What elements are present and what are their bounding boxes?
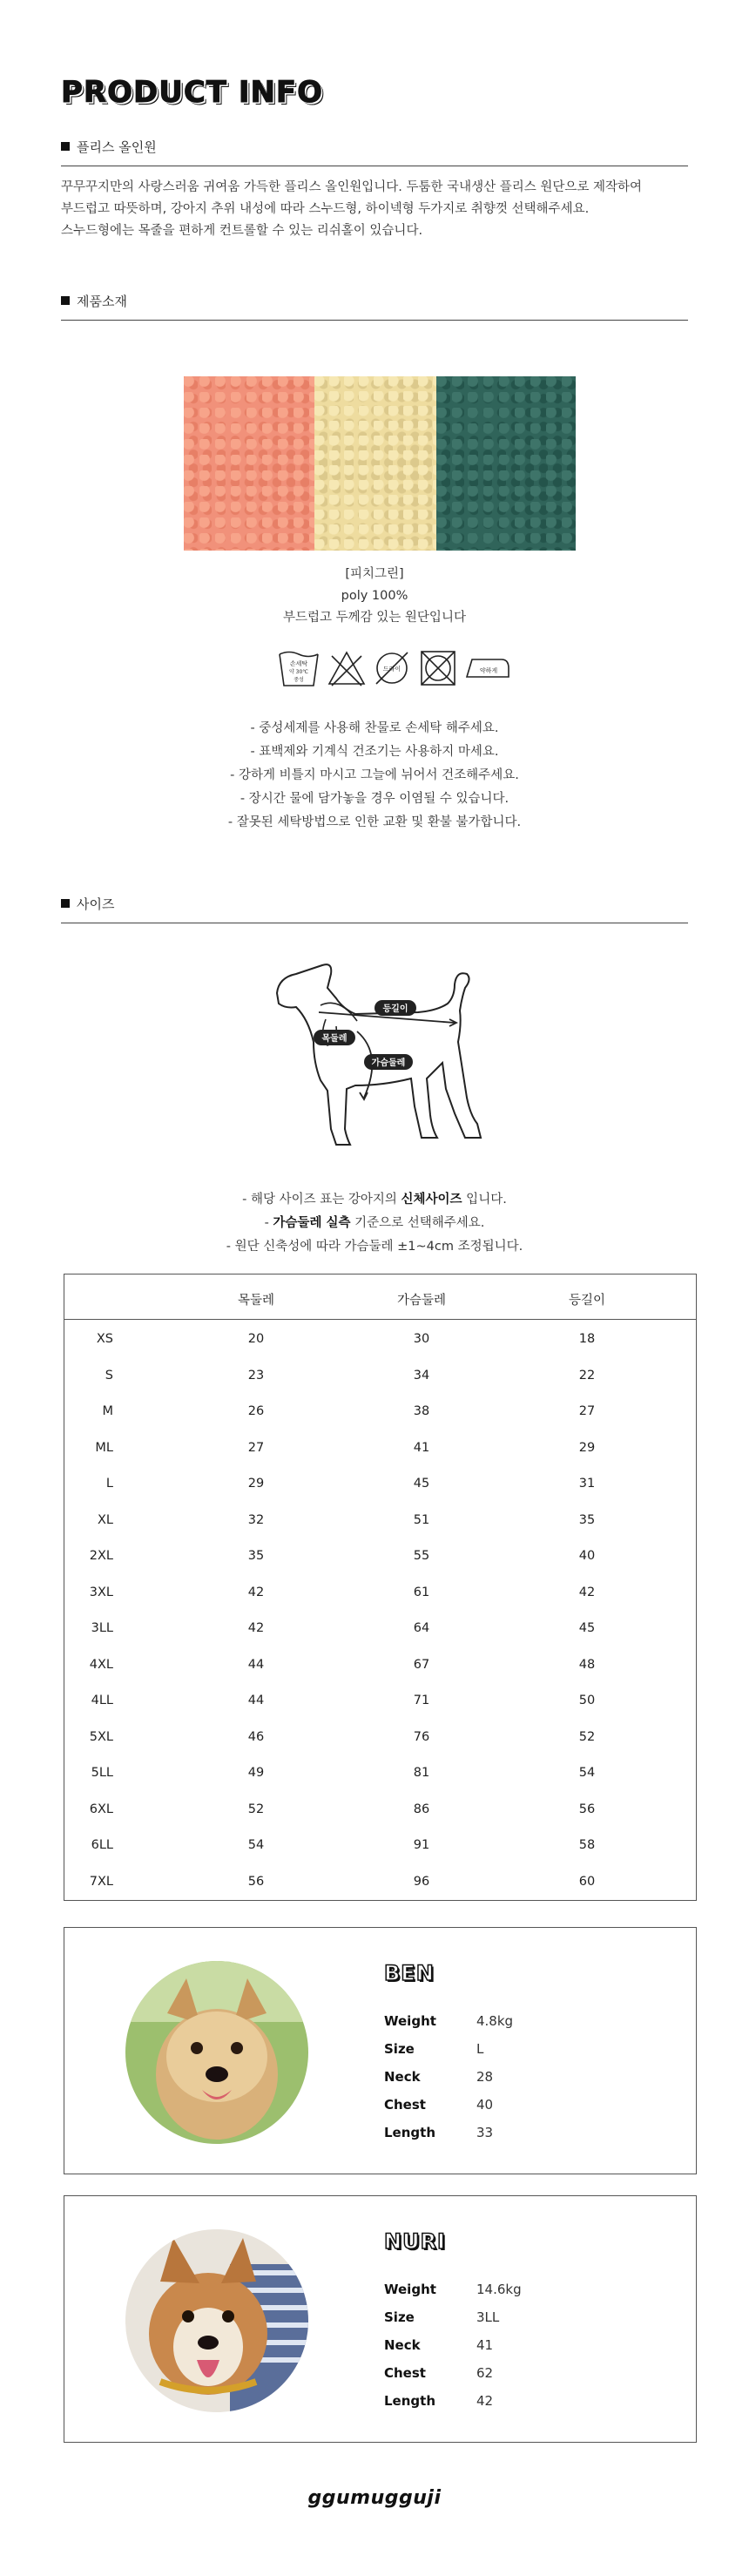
square-bullet-icon — [61, 142, 70, 151]
stat-value: L — [476, 2041, 484, 2057]
table-cell: 31 — [578, 1477, 596, 1491]
square-bullet-icon — [61, 899, 70, 908]
dog-name: NURI — [384, 2229, 446, 2254]
table-cell: 76 — [413, 1729, 430, 1744]
stat-value: 14.6kg — [476, 2282, 522, 2297]
table-header — [64, 1274, 696, 1320]
care-text: 드라이 — [382, 666, 401, 673]
care-notes — [0, 717, 749, 835]
table-cell: 60 — [578, 1874, 596, 1889]
size-note: - 원단 신축성에 따라 가슴둘레 ±1~4cm 조정됩니다. — [226, 1240, 523, 1254]
table-cell: 30 — [413, 1332, 430, 1346]
brand-logo: ggumugguji — [307, 2487, 442, 2509]
size-cell: XS — [96, 1332, 113, 1346]
table-cell: 81 — [413, 1766, 430, 1780]
table-cell: 54 — [578, 1766, 596, 1780]
stat-value: 42 — [476, 2393, 494, 2409]
table-cell: 29 — [578, 1440, 596, 1455]
model-card-ben — [64, 1927, 697, 2174]
section-label: 제품소재 — [77, 293, 127, 309]
table-cell: 35 — [247, 1549, 265, 1563]
table-cell: 41 — [413, 1440, 430, 1455]
size-note: - 해당 사이즈 표는 강아지의 신체사이즈 입니다. — [242, 1193, 507, 1207]
square-bullet-icon — [61, 296, 70, 305]
header-back: 등길이 — [568, 1294, 606, 1308]
table-cell: 40 — [578, 1549, 596, 1563]
stat-value: 33 — [476, 2125, 494, 2140]
no-bleach-icon — [327, 649, 367, 687]
material-info — [0, 564, 749, 629]
fabric-swatch-image — [184, 376, 576, 551]
stat-label: Chest — [384, 2097, 426, 2113]
stat-value: 28 — [476, 2069, 494, 2085]
care-text: 중성 — [294, 677, 304, 683]
care-note: - 강하게 비틀지 마시고 그늘에 뉘어서 건조해주세요. — [230, 768, 519, 782]
section-label: 사이즈 — [77, 896, 115, 912]
table-cell: 52 — [247, 1802, 265, 1816]
stat-label: Size — [384, 2309, 415, 2325]
size-cell: 3XL — [89, 1585, 113, 1599]
dog-name: BEN — [384, 1961, 435, 1985]
size-cell: 6LL — [91, 1838, 113, 1852]
care-note: - 잘못된 세탁방법으로 인한 교환 및 환불 불가합니다. — [227, 815, 522, 829]
color-name: [피치그린] — [345, 567, 404, 581]
table-cell: 67 — [413, 1657, 430, 1672]
table-cell: 86 — [413, 1802, 430, 1816]
table-cell: 22 — [578, 1368, 596, 1383]
table-cell: 46 — [247, 1729, 265, 1744]
stat-label: Weight — [384, 2282, 436, 2297]
table-cell: 23 — [247, 1368, 265, 1383]
neck-label: 목둘레 — [321, 1034, 348, 1044]
size-cell: S — [105, 1368, 113, 1383]
care-note: - 중성세제를 사용해 찬물로 손세탁 해주세요. — [250, 721, 499, 735]
table-cell: 26 — [247, 1404, 265, 1418]
table-cell: 35 — [578, 1512, 596, 1527]
size-cell: 6XL — [89, 1802, 113, 1816]
header-neck: 목둘레 — [237, 1294, 275, 1308]
table-cell: 51 — [413, 1512, 430, 1527]
care-note: - 장시간 물에 담가놓을 경우 이염될 수 있습니다. — [240, 792, 509, 806]
dog-photo-ben — [125, 1961, 308, 2144]
table-cell: 64 — [413, 1621, 430, 1635]
stat-value: 40 — [476, 2097, 494, 2113]
table-cell: 61 — [413, 1585, 430, 1599]
care-note: - 표백제와 기계식 건조기는 사용하지 마세요. — [250, 745, 499, 759]
size-cell: 5LL — [91, 1766, 113, 1780]
size-cell: ML — [95, 1440, 113, 1455]
section-header-size — [61, 895, 688, 923]
stat-value: 3LL — [476, 2309, 500, 2325]
size-cell: 3LL — [91, 1621, 113, 1635]
header-chest: 가슴둘레 — [396, 1294, 447, 1308]
stat-label: Size — [384, 2041, 415, 2057]
fabric-cream — [314, 376, 436, 551]
table-cell: 42 — [247, 1621, 265, 1635]
page-title: PRODUCT INFO — [61, 75, 324, 110]
material-composition: poly 100% — [341, 589, 408, 603]
description-line: 꾸무꾸지만의 사랑스러움 귀여움 가득한 플리스 올인원입니다. 두툼한 국내생산 플리스 원단으로 제작하여 — [61, 180, 643, 194]
stat-label: Neck — [384, 2337, 421, 2353]
table-cell: 32 — [247, 1512, 265, 1527]
back-length-label: 등길이 — [382, 1004, 408, 1014]
fabric-green — [436, 376, 576, 551]
stat-label: Length — [384, 2125, 435, 2140]
table-cell: 50 — [578, 1694, 596, 1707]
model-card-nuri — [64, 2195, 697, 2443]
stat-label: Length — [384, 2393, 435, 2409]
size-cell: 7XL — [89, 1874, 113, 1889]
size-cell: M — [102, 1404, 113, 1418]
divider — [61, 320, 688, 321]
table-cell: 20 — [247, 1332, 265, 1346]
size-cell: 4LL — [91, 1694, 113, 1707]
care-text: 손세탁 — [289, 660, 308, 667]
table-cell: 52 — [578, 1729, 596, 1744]
no-tumble-dry-icon — [418, 648, 458, 688]
table-cell: 56 — [578, 1802, 596, 1816]
size-cell: 5XL — [89, 1729, 113, 1744]
table-cell: 71 — [413, 1694, 430, 1707]
handwash-icon — [277, 647, 321, 689]
table-cell: 34 — [413, 1368, 430, 1383]
care-icons — [277, 646, 512, 690]
size-cell: L — [105, 1477, 113, 1491]
stat-value: 62 — [476, 2365, 494, 2381]
size-table — [64, 1274, 697, 1901]
fabric-peach — [184, 376, 314, 551]
table-cell: 54 — [247, 1838, 265, 1852]
section-label: 플리스 올인원 — [77, 139, 157, 155]
size-cell: 2XL — [89, 1549, 113, 1563]
table-cell: 45 — [578, 1621, 596, 1635]
stat-value: 4.8kg — [476, 2013, 514, 2029]
table-cell: 44 — [247, 1657, 265, 1672]
table-cell: 48 — [578, 1657, 596, 1672]
table-cell: 96 — [413, 1874, 430, 1889]
table-cell: 56 — [247, 1874, 265, 1889]
stat-label: Chest — [384, 2365, 426, 2381]
stat-value: 41 — [476, 2337, 494, 2353]
table-cell: 29 — [247, 1477, 265, 1491]
table-cell: 38 — [413, 1404, 430, 1418]
dog-measurement-diagram — [253, 958, 505, 1176]
table-cell: 27 — [578, 1404, 596, 1418]
size-note: - 가슴둘레 실측 기준으로 선택해주세요. — [264, 1216, 485, 1230]
table-cell: 18 — [578, 1332, 596, 1346]
table-cell: 55 — [413, 1549, 430, 1563]
table-cell: 45 — [413, 1477, 430, 1491]
size-cell: XL — [97, 1512, 113, 1527]
size-notes — [0, 1188, 749, 1259]
care-text: 약하게 — [479, 667, 498, 674]
table-cell: 27 — [247, 1440, 265, 1455]
stat-label: Neck — [384, 2069, 421, 2085]
stat-label: Weight — [384, 2013, 436, 2029]
table-cell: 91 — [413, 1838, 430, 1852]
section-header-material — [61, 292, 688, 321]
dry-clean-icon — [372, 648, 412, 688]
care-text: 약 30℃ — [288, 669, 309, 675]
chest-label: 가슴둘레 — [371, 1058, 406, 1068]
iron-low-icon — [463, 651, 512, 686]
table-cell: 49 — [247, 1766, 265, 1780]
table-cell: 42 — [247, 1585, 265, 1599]
dog-photo-nuri — [125, 2229, 308, 2412]
product-description — [61, 177, 697, 242]
table-cell: 58 — [578, 1838, 596, 1852]
size-cell: 4XL — [89, 1657, 113, 1672]
table-cell: 44 — [247, 1694, 265, 1707]
table-cell: 42 — [578, 1585, 596, 1599]
section-header-fleece — [61, 138, 688, 166]
description-line: 스누드형에는 목줄을 편하게 컨트롤할 수 있는 리쉬홀이 있습니다. — [61, 224, 423, 238]
description-line: 부드럽고 따뜻하며, 강아지 추위 내성에 따라 스누드형, 하이넥형 두가지로 취향껏 선택해주세요. — [61, 202, 590, 216]
material-description: 부드럽고 두께감 있는 원단입니다 — [283, 611, 466, 625]
